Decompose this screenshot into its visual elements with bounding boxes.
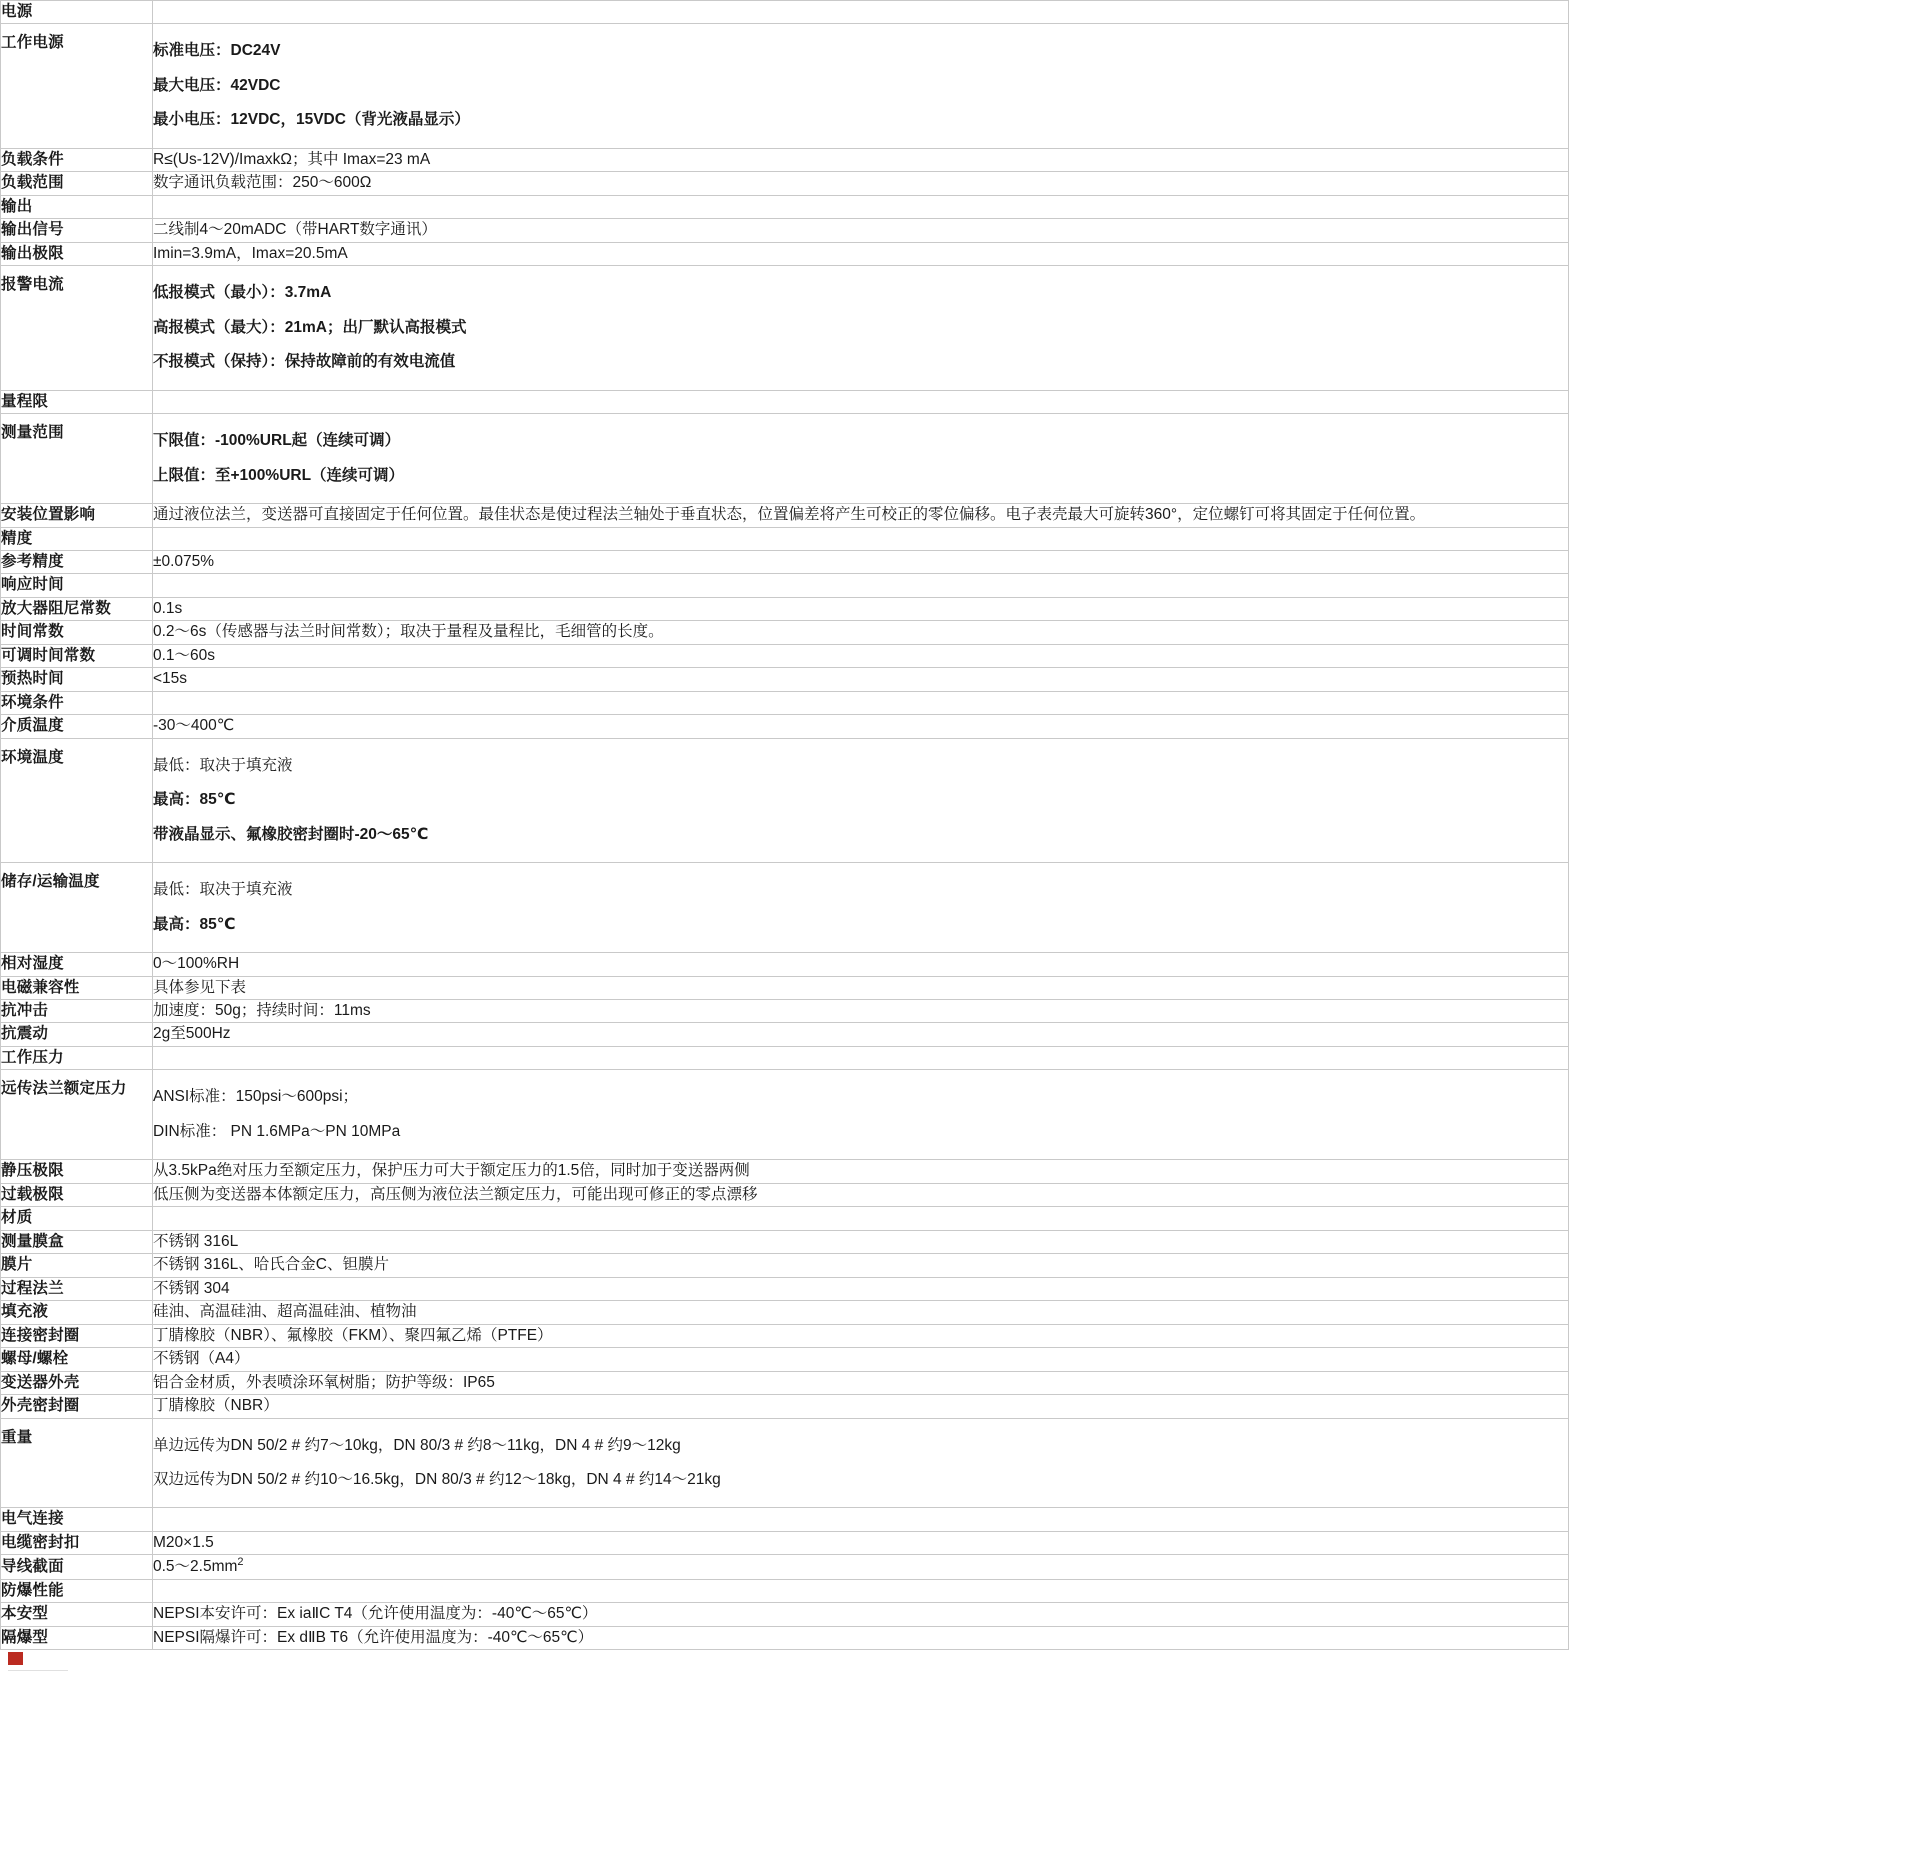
- table-row: [1, 1395, 1569, 1418]
- row-label: 测量膜盒: [1, 1230, 153, 1253]
- row-value: 不锈钢（A4）: [153, 1348, 1569, 1371]
- row-value-line: 最低：取决于填充液: [153, 881, 293, 899]
- table-row: [1, 621, 1569, 644]
- row-label: 填充液: [1, 1301, 153, 1324]
- row-value-line: 最高：85℃: [153, 915, 236, 933]
- row-value-line: 不报模式（保持）：保持故障前的有效电流值: [153, 353, 456, 371]
- table-row: [1, 1508, 1569, 1531]
- row-label: 螺母/螺栓: [1, 1348, 153, 1371]
- row-value: [153, 195, 1569, 218]
- row-value-line: 低报模式（最小）：3.7mA: [153, 284, 332, 302]
- row-value-line: 双边远传为DN 50/2 # 约10～16.5kg，DN 80/3 # 约12～18kg，DN 4 # 约14～21kg: [153, 1470, 721, 1488]
- table-row: [1, 1207, 1569, 1230]
- footer-marker: [0, 1650, 1920, 1676]
- row-value: 二线制4～20mADC（带HART数字通讯）: [153, 219, 1569, 242]
- row-label: 抗震动: [1, 1023, 153, 1046]
- row-value: [153, 863, 1569, 953]
- row-label: 放大器阻尼常数: [1, 597, 153, 620]
- table-row: [1, 414, 1569, 504]
- row-value: M20×1.5: [153, 1531, 1569, 1554]
- row-value: 丁腈橡胶（NBR）: [153, 1395, 1569, 1418]
- row-label: 测量范围: [1, 414, 153, 504]
- table-row: [1, 550, 1569, 573]
- table-row: [1, 1046, 1569, 1069]
- row-value: [153, 1555, 1569, 1580]
- row-value: [153, 1580, 1569, 1603]
- row-label: 负载条件: [1, 148, 153, 171]
- footer-rule: [8, 1670, 68, 1671]
- row-label: 外壳密封圈: [1, 1395, 153, 1418]
- table-row: [1, 953, 1569, 976]
- table-row: [1, 1277, 1569, 1300]
- row-value: 铝合金材质，外表喷涂环氧树脂；防护等级：IP65: [153, 1371, 1569, 1394]
- table-row: [1, 148, 1569, 171]
- row-value: [153, 1418, 1569, 1508]
- row-label: 响应时间: [1, 574, 153, 597]
- table-row: [1, 1580, 1569, 1603]
- row-value: 从3.5kPa绝对压力至额定压力，保护压力可大于额定压力的1.5倍，同时加于变送器两侧: [153, 1160, 1569, 1183]
- row-label: 电磁兼容性: [1, 976, 153, 999]
- table-row: [1, 863, 1569, 953]
- table-row: [1, 1230, 1569, 1253]
- table-row: [1, 668, 1569, 691]
- table-row: [1, 574, 1569, 597]
- row-value-superscript: 2: [237, 1556, 244, 1569]
- table-row: [1, 691, 1569, 714]
- table-row: [1, 1160, 1569, 1183]
- row-value: 低压侧为变送器本体额定压力，高压侧为液位法兰额定压力，可能出现可修正的零点漂移: [153, 1183, 1569, 1206]
- row-value-text: 0.5～2.5mm: [153, 1558, 238, 1576]
- table-row: [1, 1301, 1569, 1324]
- row-value: 0～100%RH: [153, 953, 1569, 976]
- table-row: [1, 172, 1569, 195]
- row-label: 环境温度: [1, 738, 153, 862]
- row-label: 预热时间: [1, 668, 153, 691]
- row-value-line: 带液晶显示、氟橡胶密封圈时-20～65℃: [153, 825, 429, 843]
- row-label: 静压极限: [1, 1160, 153, 1183]
- row-label: 重量: [1, 1418, 153, 1508]
- table-row: [1, 1531, 1569, 1554]
- table-row: [1, 1626, 1569, 1649]
- row-value-line: 上限值：至+100%URL（连续可调）: [153, 466, 405, 484]
- row-value-line: 单边远传为DN 50/2 # 约7～10kg，DN 80/3 # 约8～11kg，DN 4 # 约9～12kg: [153, 1436, 681, 1454]
- row-value: NEPSI本安许可：Ex iaⅡC T4（允许使用温度为：-40℃～65℃）: [153, 1603, 1569, 1626]
- table-row: [1, 1603, 1569, 1626]
- table-row: [1, 597, 1569, 620]
- red-marker-icon: [8, 1652, 23, 1665]
- row-value: R≤(Us-12V)/ImaxkΩ；其中 Imax=23 mA: [153, 148, 1569, 171]
- row-value: 不锈钢 304: [153, 1277, 1569, 1300]
- row-label: 输出极限: [1, 242, 153, 265]
- row-value-line: 最低：取决于填充液: [153, 756, 293, 774]
- row-value: [153, 266, 1569, 390]
- row-label: 电气连接: [1, 1508, 153, 1531]
- table-row: [1, 644, 1569, 667]
- row-value: NEPSI隔爆许可：Ex dⅡB T6（允许使用温度为：-40℃～65℃）: [153, 1626, 1569, 1649]
- table-row: [1, 266, 1569, 390]
- row-value: [153, 414, 1569, 504]
- row-label: 输出: [1, 195, 153, 218]
- row-value: [153, 24, 1569, 148]
- row-value: 通过液位法兰，变送器可直接固定于任何位置。最佳状态是使过程法兰轴处于垂直状态，位置偏差将产生可校正的零位偏移。电子表壳最大可旋转360°，定位螺钉可将其固定于任何位置。: [153, 504, 1569, 527]
- row-value: -30～400℃: [153, 715, 1569, 738]
- row-label: 时间常数: [1, 621, 153, 644]
- row-value-line: 标准电压：DC24V: [153, 42, 281, 60]
- row-value: [153, 574, 1569, 597]
- row-label: 量程限: [1, 390, 153, 413]
- row-label: 精度: [1, 527, 153, 550]
- row-value: 不锈钢 316L、哈氏合金C、钽膜片: [153, 1254, 1569, 1277]
- row-label: 抗冲击: [1, 1000, 153, 1023]
- row-label: 负载范围: [1, 172, 153, 195]
- table-row: [1, 1070, 1569, 1160]
- row-label: 本安型: [1, 1603, 153, 1626]
- row-label: 连接密封圈: [1, 1324, 153, 1347]
- row-value: <15s: [153, 668, 1569, 691]
- row-label: 过载极限: [1, 1183, 153, 1206]
- row-value: 具体参见下表: [153, 976, 1569, 999]
- row-value: 0.2～6s（传感器与法兰时间常数）；取决于量程及量程比，毛细管的长度。: [153, 621, 1569, 644]
- row-label: 防爆性能: [1, 1580, 153, 1603]
- row-value-line: 最小电压：12VDC，15VDC（背光液晶显示）: [153, 111, 470, 129]
- row-value-line: 最高：85℃: [153, 791, 236, 809]
- row-label: 相对湿度: [1, 953, 153, 976]
- table-row: [1, 1348, 1569, 1371]
- row-label: 变送器外壳: [1, 1371, 153, 1394]
- row-label: 环境条件: [1, 691, 153, 714]
- table-row: [1, 715, 1569, 738]
- row-label: 储存/运输温度: [1, 863, 153, 953]
- row-label: 参考精度: [1, 550, 153, 573]
- row-label: 远传法兰额定压力: [1, 1070, 153, 1160]
- row-label: 可调时间常数: [1, 644, 153, 667]
- row-label: 导线截面: [1, 1555, 153, 1580]
- row-value: [153, 738, 1569, 862]
- table-row: [1, 1183, 1569, 1206]
- row-label: 输出信号: [1, 219, 153, 242]
- row-value: [153, 691, 1569, 714]
- table-row: [1, 738, 1569, 862]
- table-row: [1, 219, 1569, 242]
- table-row: [1, 1000, 1569, 1023]
- row-value: [153, 1070, 1569, 1160]
- table-row: [1, 1324, 1569, 1347]
- table-row: [1, 1371, 1569, 1394]
- row-label: 膜片: [1, 1254, 153, 1277]
- row-value: [153, 527, 1569, 550]
- row-value: [153, 1207, 1569, 1230]
- row-label: 工作压力: [1, 1046, 153, 1069]
- row-value-line: 最大电压：42VDC: [153, 76, 281, 94]
- row-value-line: DIN标准： PN 1.6MPa～PN 10MPa: [153, 1122, 401, 1140]
- table-row: [1, 504, 1569, 527]
- row-label: 工作电源: [1, 24, 153, 148]
- table-row: [1, 1254, 1569, 1277]
- spec-table-body: [1, 1, 1569, 1650]
- row-value: [153, 390, 1569, 413]
- row-label: 电源: [1, 1, 153, 24]
- row-value: 0.1s: [153, 597, 1569, 620]
- row-label: 报警电流: [1, 266, 153, 390]
- row-value: [153, 1, 1569, 24]
- row-value: 硅油、高温硅油、超高温硅油、植物油: [153, 1301, 1569, 1324]
- row-value: ±0.075%: [153, 550, 1569, 573]
- row-label: 过程法兰: [1, 1277, 153, 1300]
- table-row: [1, 1, 1569, 24]
- row-label: 安装位置影响: [1, 504, 153, 527]
- row-value: 丁腈橡胶（NBR）、氟橡胶（FKM）、聚四氟乙烯（PTFE）: [153, 1324, 1569, 1347]
- row-value: [153, 1046, 1569, 1069]
- row-label: 介质温度: [1, 715, 153, 738]
- row-label: 电缆密封扣: [1, 1531, 153, 1554]
- table-row: [1, 976, 1569, 999]
- table-row: [1, 527, 1569, 550]
- table-row: [1, 1023, 1569, 1046]
- table-row: [1, 390, 1569, 413]
- table-row: [1, 1555, 1569, 1580]
- table-row: [1, 195, 1569, 218]
- row-label: 材质: [1, 1207, 153, 1230]
- table-row: [1, 1418, 1569, 1508]
- row-value: 不锈钢 316L: [153, 1230, 1569, 1253]
- table-row: [1, 24, 1569, 148]
- row-value: 0.1～60s: [153, 644, 1569, 667]
- row-value-line: ANSI标准：150psi～600psi；: [153, 1088, 359, 1106]
- row-value-line: 下限值：-100%URL起（连续可调）: [153, 432, 401, 450]
- row-value: 加速度：50g；持续时间：11ms: [153, 1000, 1569, 1023]
- row-value-line: 高报模式（最大）：21mA；出厂默认高报模式: [153, 318, 467, 336]
- table-row: [1, 242, 1569, 265]
- row-value: 2g至500Hz: [153, 1023, 1569, 1046]
- row-label: 隔爆型: [1, 1626, 153, 1649]
- row-value: [153, 1508, 1569, 1531]
- row-value: 数字通讯负载范围：250～600Ω: [153, 172, 1569, 195]
- row-value: Imin=3.9mA，Imax=20.5mA: [153, 242, 1569, 265]
